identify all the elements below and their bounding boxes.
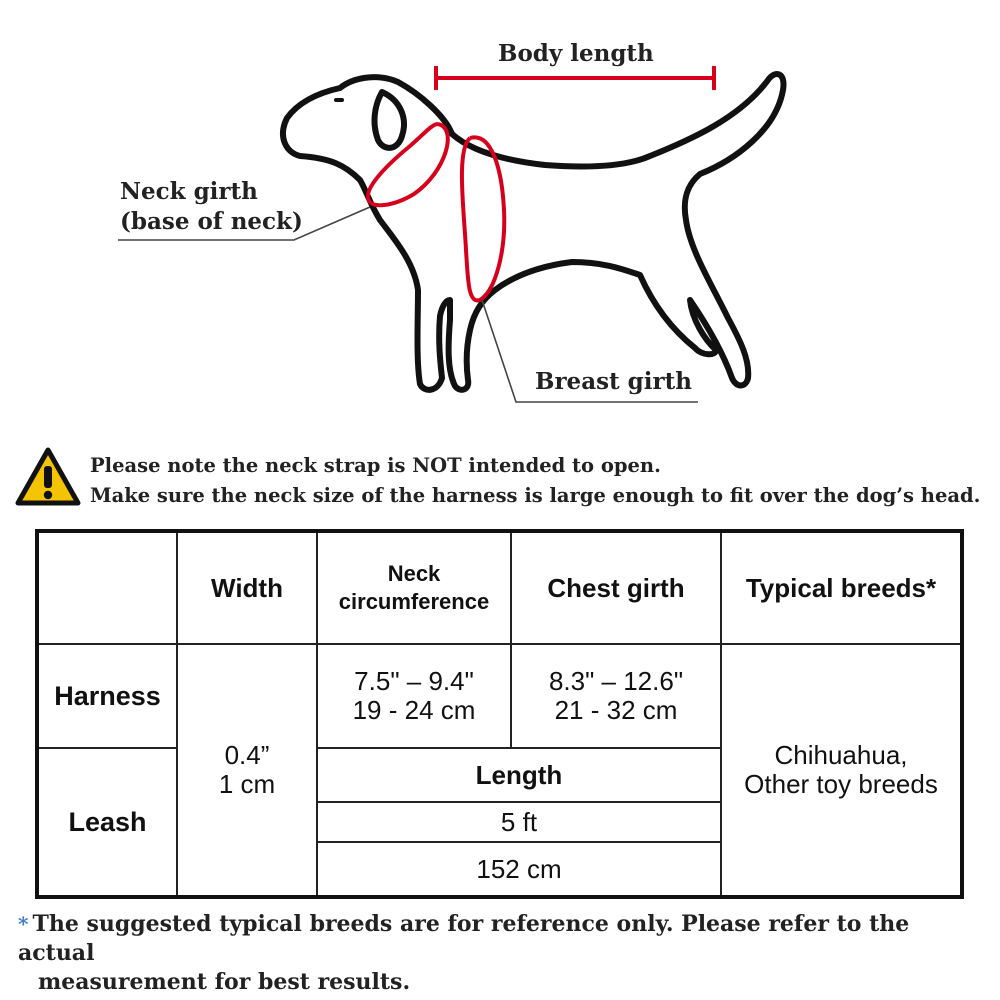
dog-silhouette — [283, 74, 784, 390]
length-header: Length — [317, 748, 721, 802]
empty-header-cell — [37, 531, 177, 644]
harness-neck-inches: 7.5" – 9.4" — [354, 666, 474, 696]
width-value-cell — [177, 644, 317, 897]
harness-neck-cell — [317, 644, 511, 748]
neck-girth-sublabel: (base of neck) — [120, 208, 303, 235]
harness-neck-cm: 19 - 24 cm — [352, 695, 476, 725]
leash-length-ft: 5 ft — [317, 802, 721, 842]
neck-girth-label: Neck girth — [120, 178, 258, 205]
width-header: Width — [177, 531, 317, 644]
harness-chest-cell — [511, 644, 721, 748]
neck-header-line2: circumference — [338, 589, 490, 614]
breast-girth-loop — [462, 137, 504, 300]
notice-line-2: Make sure the neck size of the harness is large enough to fit over the dog’s head. — [90, 484, 981, 507]
breeds-line-2: Other toy breeds — [744, 769, 938, 799]
leash-length-cm: 152 cm — [317, 842, 721, 897]
harness-label: Harness — [37, 644, 177, 748]
table-header-row — [37, 531, 962, 644]
width-cm: 1 cm — [218, 769, 276, 799]
leash-label: Leash — [37, 748, 177, 897]
footnote-line-2: measurement for best results. — [38, 969, 411, 995]
typical-breeds-header: Typical breeds* — [721, 531, 962, 644]
notice-box — [14, 446, 994, 510]
harness-row — [37, 644, 962, 748]
dog-outline — [283, 74, 784, 390]
footnote — [18, 910, 988, 997]
breeds-line-1: Chihuahua, — [774, 740, 908, 770]
harness-chest-inches: 8.3" – 12.6" — [548, 666, 684, 696]
warning-triangle-icon — [14, 446, 82, 508]
harness-chest-cm: 21 - 32 cm — [554, 695, 678, 725]
body-length-label: Body length — [498, 40, 654, 67]
neck-circumference-header — [317, 531, 511, 644]
chest-girth-header: Chest girth — [511, 531, 721, 644]
footnote-line-1: The suggested typical breeds are for reference only. Please refer to the actual — [18, 911, 910, 966]
typical-breeds-cell — [721, 644, 962, 897]
dog-ear — [375, 92, 404, 148]
footnote-asterisk: * — [18, 912, 29, 936]
notice-line-1: Please note the neck strap is NOT intended to open. — [90, 454, 661, 477]
width-inches: 0.4” — [224, 740, 270, 770]
breast-girth-label: Breast girth — [535, 368, 692, 395]
neck-header-line1: Neck — [387, 561, 441, 586]
size-table — [35, 529, 964, 899]
